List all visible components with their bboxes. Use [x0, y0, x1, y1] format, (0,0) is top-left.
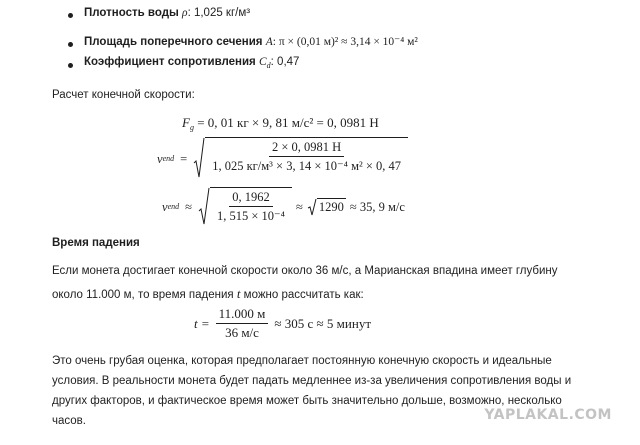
bullet-density: [84, 7, 250, 19]
paragraph-line: Это очень грубая оценка, которая предполагает постоянную конечную скорость и идеальные: [52, 355, 552, 367]
fraction-denominator: 1, 515 × 10⁻⁴: [217, 209, 286, 223]
bullet-drag: Коэффициент сопротивления $C_d$: 0,47: [84, 56, 300, 70]
equation-vend-approx: v end ≈ $\frac{0, 1962}{\text{1, 515 × 10⁻⁴}}$ ≈ 1290 ≈ 35, 9 м/с: [162, 187, 405, 227]
sqrt-sign: [198, 187, 292, 227]
bullet-label: Коэффициент сопротивления: [84, 56, 256, 68]
paragraph-line: условия. В реальности монета будет падать медленнее из-за увеличения сопротивления воды и: [52, 375, 572, 387]
paragraph-line: часов.: [52, 415, 86, 427]
bullet-value: : 1,025 кг/м³: [187, 7, 251, 19]
bullet-label: Плотность воды: [84, 7, 179, 19]
math-symbol: C: [258, 56, 267, 68]
math-symbol: t: [236, 286, 241, 301]
paragraph-line: около 11.000 м, то время падения t можно рассчитать как:: [52, 286, 364, 301]
bullet-dot: [68, 13, 73, 18]
fraction-numerator: 11.000 м: [216, 306, 269, 324]
fraction-numerator: 2 × 0, 0981 Н: [269, 140, 344, 157]
equation-force: $F_g = 0$, 01 кг × 9, 81 м/с² = 0, 0981 Н: [182, 115, 379, 132]
bullet-value: π × (0,01 м)² ≈ 3,14 × 10⁻⁴ м²: [278, 36, 418, 48]
section-title: Время падения: [52, 237, 140, 249]
sqrt-sign: 1290: [307, 198, 346, 216]
sqrt-sign: [193, 137, 408, 181]
fraction-denominator: 1, 025 кг/м³ × 3, 14 × 10⁻⁴ м² × 0, 47: [212, 159, 402, 173]
equation-time: t = $\frac{11.000 м}{36 м/с}$ ≈ 305 с ≈ 5 минут: [194, 306, 372, 340]
bullet-dot: [68, 63, 73, 68]
fraction-denominator: 36 м/с: [225, 325, 259, 340]
bullet-area: Площадь поперечного сечения A: π × (0,01 м)² ≈ 3,14 × 10⁻⁴ м²: [84, 36, 418, 48]
paragraph-line: Если монета достигает конечной скорости около 36 м/с, а Марианская впадина имеет глубину: [52, 265, 558, 277]
equation-vend: v end = $\frac{2 \times 0, 0981 Н}{\text{1, 025 кг/м³ × 3, 14 × 10⁻⁴ м² × 0, 47}}$: [157, 137, 408, 181]
math-symbol: ρ: [182, 7, 188, 19]
bullet-label: Площадь поперечного сечения: [84, 36, 263, 48]
bullet-dot: [68, 42, 73, 47]
fraction-numerator: 0, 1962: [229, 190, 273, 207]
bullet-value: : 0,47: [270, 56, 300, 68]
calc-heading: Расчет конечной скорости:: [52, 89, 195, 101]
math-symbol: A: [265, 36, 273, 48]
paragraph-line: других факторов, и фактическое время может быть значительно дольше, возможно, несколько: [52, 395, 562, 407]
watermark-logo: YAPLAKAL.COM: [484, 407, 612, 423]
